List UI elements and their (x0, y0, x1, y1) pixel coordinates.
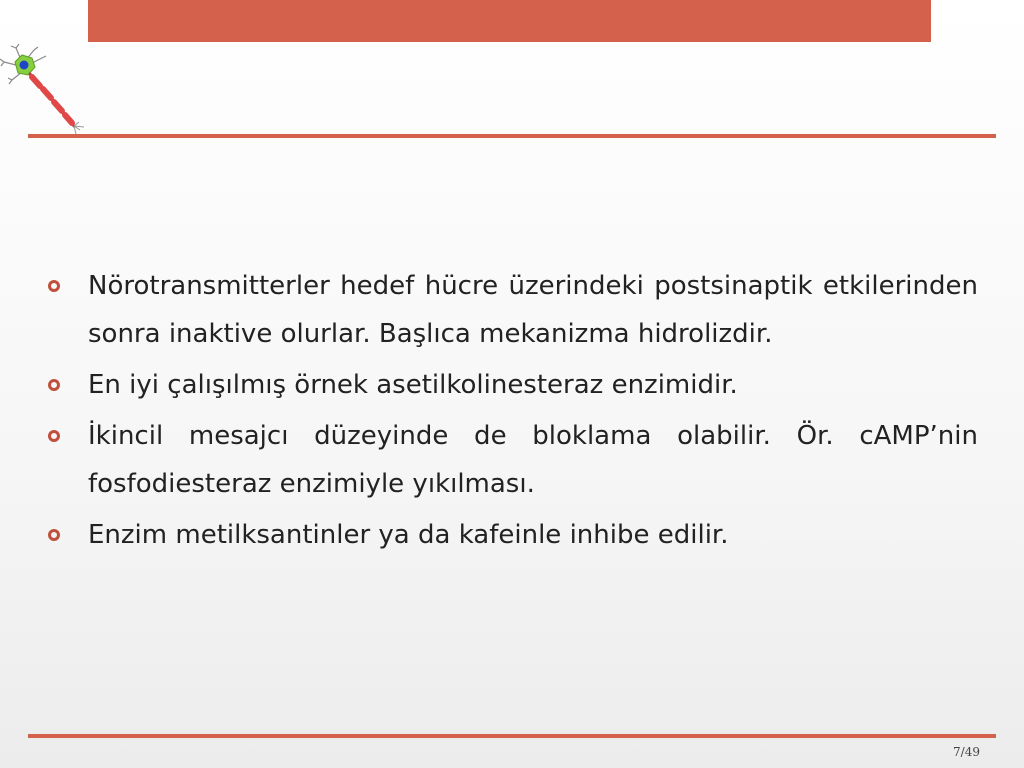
bottom-divider (28, 734, 996, 738)
bullet-text: Enzim metilksantinler ya da kafeinle inhibe edilir. (88, 520, 729, 550)
neuron-icon (0, 44, 86, 136)
bullet-item (48, 361, 978, 409)
circle-bullet-icon (48, 529, 60, 541)
bullet-text: İkincil mesajcı düzeyinde de bloklama olabilir. Ör. cAMP’nin fosfodiesteraz enzimiyle yıkılması. (88, 421, 978, 499)
top-divider (28, 134, 996, 138)
circle-bullet-icon (48, 379, 60, 391)
bullet-item (48, 262, 978, 358)
circle-bullet-icon (48, 430, 60, 442)
bullet-text: Nörotransmitterler hedef hücre üzerindeki postsinaptik etkilerinden sonra inaktive olurlar. Başlıca mekanizma hidrolizdir. (88, 271, 978, 349)
circle-bullet-icon (48, 280, 60, 292)
bullet-list (48, 262, 978, 562)
bullet-text: En iyi çalışılmış örnek asetilkolinesteraz enzimidir. (88, 370, 738, 400)
bullet-item (48, 412, 978, 508)
top-accent-bar (88, 0, 931, 42)
bullet-item (48, 511, 978, 559)
slide-number: 7/49 (953, 745, 980, 759)
